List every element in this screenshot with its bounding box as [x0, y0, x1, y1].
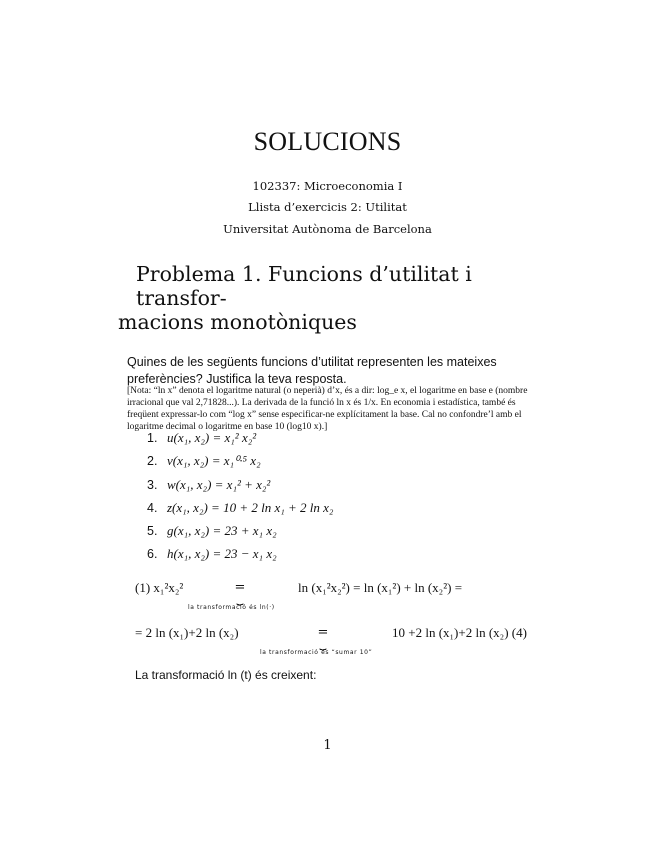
- problem-heading-line2: macions monotòniques: [118, 310, 357, 334]
- page-title: SOLUCIONS: [253, 127, 402, 156]
- list-item: [147, 426, 333, 449]
- utility-function-list: [147, 426, 333, 566]
- derivation-row2-left: = 2 ln (x₁)+2 ln (x₂): [135, 625, 239, 640]
- problem-heading: [118, 262, 548, 334]
- derivation-row1-label: la transformació és ln(·): [188, 604, 275, 611]
- derivation-row2-label: la transformació és “sumar 10”: [260, 649, 373, 656]
- item-number: 4.: [147, 500, 158, 515]
- note-text: [Nota: “ln x” denota el logaritme natural (o neperià) d’x, és a dir: log_e x, el logaritme en base e (nombre irracional que val 2,71828...). La derivada de la funció ln x és 1/x. En economia i estadística, també és freqüent expressar-lo com “log x” sense especificar-ne explícitament la base. Cal no confondre’l amb el logaritme decimal o logaritme en base 10 (log10 x).]: [127, 386, 528, 432]
- exercise-list-title: Llista d’exercicis 2: Utilitat: [248, 200, 407, 214]
- item-number: 5.: [147, 524, 158, 539]
- list-item: [147, 449, 333, 472]
- list-item: [147, 496, 333, 519]
- derivation-row1-right: ln (x₁²x₂²) = ln (x₁²) + ln (x₂²) =: [298, 580, 463, 595]
- function-expression: u(x₁, x₂) = x₁² x₂²: [167, 430, 257, 445]
- list-item: [147, 542, 333, 565]
- item-number: 2.: [147, 454, 158, 469]
- item-number: 6.: [147, 547, 158, 562]
- item-number: 3.: [147, 477, 158, 492]
- caption-text: La transformació ln (t) és creixent:: [135, 668, 317, 682]
- equals-sign: =: [234, 580, 246, 595]
- equals-sign: =: [317, 625, 329, 640]
- university-name: Universitat Autònoma de Barcelona: [223, 222, 432, 236]
- list-item: [147, 473, 333, 496]
- derivation-row1-left: (1) x₁²x₂²: [135, 580, 184, 595]
- underbrace-icon: ⏟: [236, 591, 244, 605]
- derivation-row2-brace: [288, 625, 358, 650]
- question-text: Quines de les següents funcions d’utilitat representen les mateixes preferències? Justifica la teva resposta.: [127, 355, 497, 386]
- derivation-row1-brace: [205, 580, 275, 605]
- underbrace-icon: ⏟: [319, 636, 327, 650]
- function-expression: v(x₁, x₂) = x₁⁰·⁵ x₂: [167, 453, 261, 469]
- page-number: 1: [323, 738, 332, 753]
- function-expression: g(x₁, x₂) = 23 + x₁ x₂: [167, 523, 277, 539]
- item-number: 1.: [147, 431, 158, 445]
- function-expression: w(x₁, x₂) = x₁² + x₂²: [167, 476, 271, 492]
- course-code: 102337: Microeconomia I: [252, 179, 403, 193]
- function-expression: z(x₁, x₂) = 10 + 2 ln x₁ + 2 ln x₂: [167, 499, 334, 515]
- problem-heading-line1: Problema 1. Funcions d’utilitat i transfor-: [136, 262, 472, 310]
- derivation-row2-right: 10 +2 ln (x₁)+2 ln (x₂) (4): [392, 625, 527, 640]
- list-item: [147, 519, 333, 542]
- function-expression: h(x₁, x₂) = 23 − x₁ x₂: [167, 546, 277, 562]
